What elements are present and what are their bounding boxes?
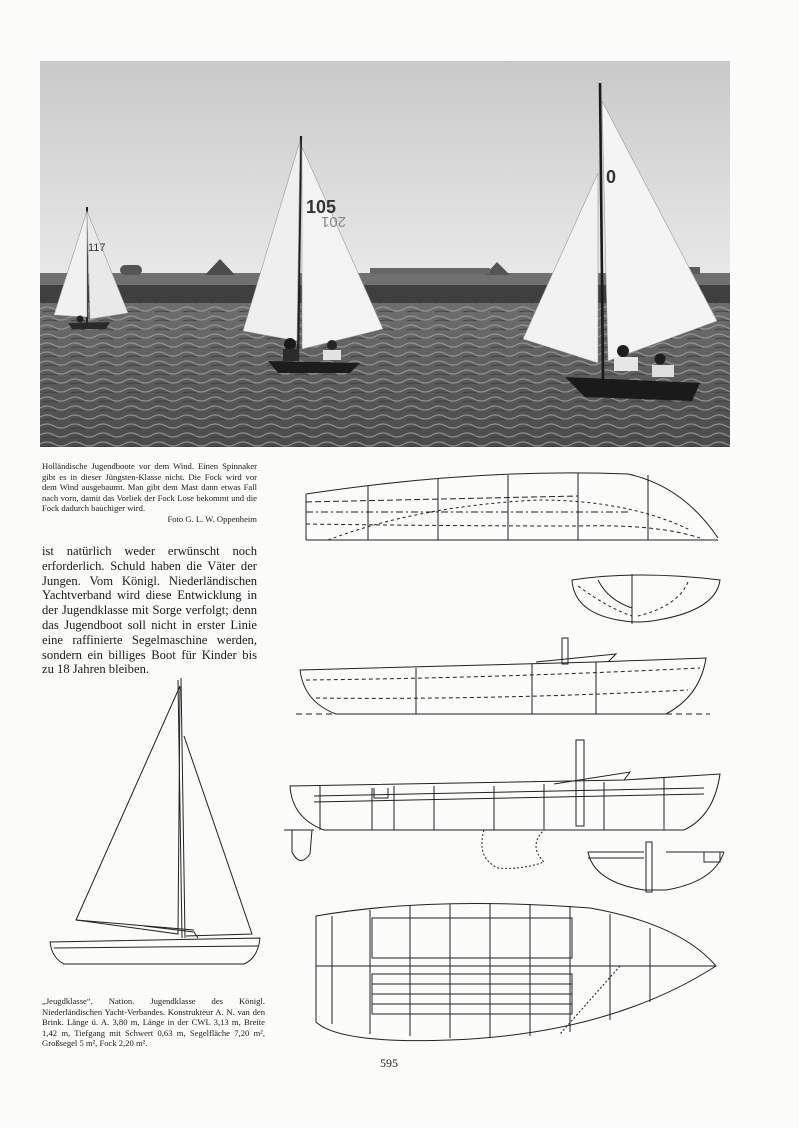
body-plan-section-drawing [568,566,724,628]
deck-plan-drawing [310,894,720,1046]
photo-caption [42,461,257,525]
drawing-caption: „Jeugdklasse“. Nation. Jugendklasse des Königl. Niederländischen Yacht-Verbandes. Konstrukteur A. N. van den Brink. Länge ü. A. 3,80 m, Länge in der CWL 3,13 m, Breite 1,42 m, Tiefgang mit Schwert 0,63 m, Segelfläche 7,20 m², Großsegel 5 m², Fock 2,20 m². [42,996,265,1049]
transverse-section-drawing [584,838,726,896]
hull-profile-lines-drawing [298,466,730,548]
sail-number-0: 0 [606,167,617,187]
sail-number-201: 201 [320,213,346,230]
photo-caption-text: Holländische Jugendboote vor dem Wind. Einen Spinnaker gibt es in dieser Jüngsten-Klasse nicht. Die Fock wird vor dem Wind ausgebaumt. Man gibt dem Mast dann etwas Fall nach vorn, damit das Vorliek der Fock Lose bekommt und die Fock dadurch bauchiger wird. [42,461,257,514]
outboard-profile-drawing [296,632,710,718]
sailing-photo [40,61,730,447]
sail-plan-drawing [44,676,266,968]
body-paragraph: ist natürlich weder erwünscht noch erforderlich. Schuld haben die Väter der Jungen. Vom Königl. Niederländischen Yachtverband wird diese Entwicklung in der Jugendklasse mit Sorge verfolgt; denn das Jugendboot soll nicht in erster Linie eine raffinierte Segelmaschine werden, sondern ein billiges Boot für Kinder bis zu 18 Jahren bleiben. [42,544,257,677]
sail-number-105: 105 [306,197,337,217]
sail-number-117: 117 [88,242,106,254]
page-number: 595 [380,1056,398,1070]
sailing-photo-image [40,61,730,447]
photo-credit: Foto G. L. W. Oppenheim [167,513,257,524]
